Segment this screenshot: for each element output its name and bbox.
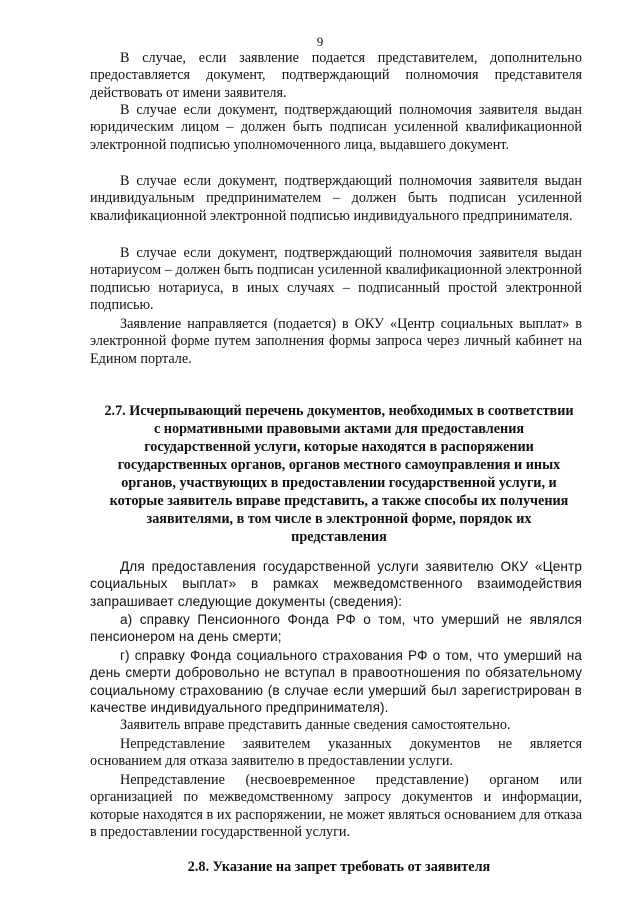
paragraph-legal-entity: В случае если документ, подтверждающий полномочия заявителя выдан юридическим лицом – должен быть подписан усиленной квалификационной электронной подписью уполномоченного лица, выдавшего документ. [90, 102, 582, 153]
page-number: 9 [316, 34, 324, 49]
paragraph-self-submit: Заявитель вправе представить данные сведения самостоятельно. [120, 717, 511, 733]
paragraph-social-insurance: г) справку Фонда социального страхования РФ о том, что умерший на день смерти добровольно не вступал в правоотношения по обязательному социальному страхованию (в случае если умерший был зарегистрирован в качестве индивидуального предпринимателя). [90, 648, 582, 716]
paragraph-pension-fund: а) справку Пенсионного Фонда РФ о том, что умерший не являлся пенсионером на день смерти; [90, 612, 582, 645]
paragraph-notary: В случае если документ, подтверждающий полномочия заявителя выдан нотариусом – должен быть подписан усиленной квалификационной электронной подписью нотариуса, в иных случаях – подписанный простой электронной подписью. [90, 245, 582, 314]
paragraph-interagency-request: Для предоставления государственной услуги заявителю ОКУ «Центр социальных выплат» в рамках межведомственного взаимодействия запрашивает следующие документы (сведения): [90, 559, 582, 609]
paragraph-late-submission: Непредставление (несвоевременное представление) органом или организацией по межведомственному запросу документов и информации, которые находятся в их распоряжении, не может являться основанием для отказа в предоставлении государственной услуги. [90, 772, 582, 841]
section-heading-2-7: 2.7. Исчерпывающий перечень документов, необходимых в соответствии с нормативными правовыми актами для предоставления государственной услуги, которые находятся в распоряжении государственных органов, органов местного самоуправления и иных органов, участвующих в предоставлении государственной услуги, и которые заявитель вправе представить, а также способы их получения заявителями, в том числе в электронной форме, порядок их представления [104, 403, 574, 545]
paragraph-non-submission: Непредставление заявителем указанных документов не является основанием для отказа заявителю в предоставлении услуги. [90, 736, 582, 770]
paragraph-submission: Заявление направляется (подается) в ОКУ «Центр социальных выплат» в электронной форме путем заполнения формы запроса через личный кабинет на Едином портале. [90, 316, 582, 367]
paragraph-representative: В случае, если заявление подается представителем, дополнительно предоставляется документ, подтверждающий полномочия представителя действовать от имени заявителя. [90, 50, 582, 101]
section-heading-2-8: 2.8. Указание на запрет требовать от заявителя [187, 859, 491, 875]
paragraph-entrepreneur: В случае если документ, подтверждающий полномочия заявителя выдан индивидуальным предпринимателем – должен быть подписан усиленной квалификационной электронной подписью индивидуального предпринимателя. [90, 173, 582, 224]
